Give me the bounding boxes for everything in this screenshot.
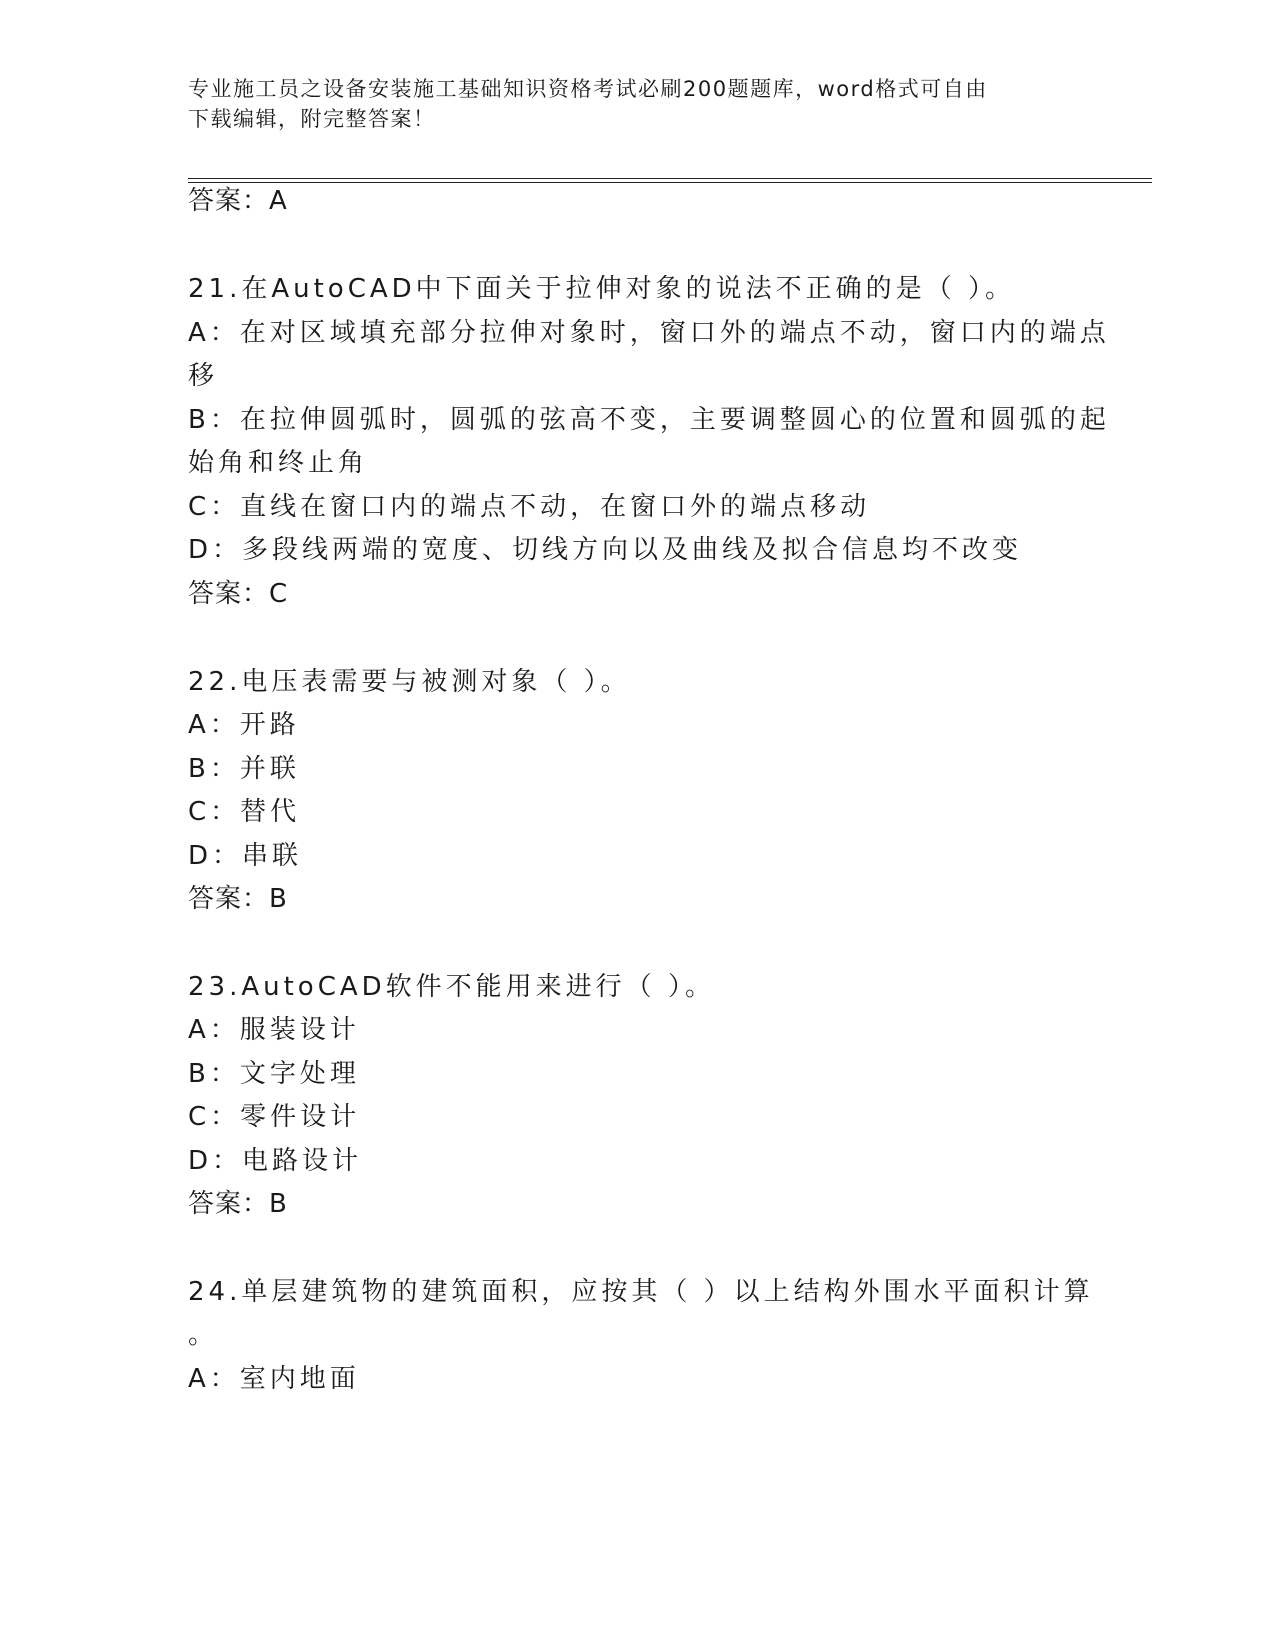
question-22-option-d: D：串联	[188, 841, 303, 871]
question-23-stem: 23.AutoCAD软件不能用来进行（ ）。	[188, 972, 715, 1002]
header-title-line-2: 下载编辑，附完整答案！	[188, 107, 436, 131]
question-24-stem-continued: 。	[188, 1320, 219, 1350]
question-23-option-a: A：服装设计	[188, 1015, 360, 1045]
previous-question-answer: 答案：A	[188, 186, 288, 216]
question-21-option-a: A：在对区域填充部分拉伸对象时，窗口外的端点不动，窗口内的端点	[188, 318, 1110, 348]
question-22-option-b: B：并联	[188, 754, 300, 784]
question-24-option-a: A：室内地面	[188, 1364, 360, 1394]
question-22-option-c: C：替代	[188, 797, 301, 827]
question-21-option-b-continued: 始角和终止角	[188, 448, 369, 478]
document-header	[188, 74, 1068, 134]
question-21-stem: 21.在AutoCAD中下面关于拉伸对象的说法不正确的是（ ）。	[188, 274, 1015, 304]
question-21-option-c: C：直线在窗口内的端点不动，在窗口外的端点移动	[188, 492, 871, 522]
question-21-option-b: B：在拉伸圆弧时，圆弧的弦高不变，主要调整圆心的位置和圆弧的起	[188, 405, 1110, 435]
question-22-option-a: A：开路	[188, 710, 300, 740]
header-title-line-1: 专业施工员之设备安装施工基础知识资格考试必刷200题题库，word格式可自由	[188, 77, 988, 101]
question-23-answer: 答案：B	[188, 1189, 288, 1219]
question-23-option-d: D：电路设计	[188, 1146, 363, 1176]
question-21-answer: 答案：C	[188, 579, 289, 609]
question-23-option-c: C：零件设计	[188, 1102, 361, 1132]
question-23-option-b: B：文字处理	[188, 1059, 360, 1089]
question-22-answer: 答案：B	[188, 884, 288, 914]
question-22-stem: 22.电压表需要与被测对象（ ）。	[188, 667, 631, 697]
question-21-option-d: D：多段线两端的宽度、切线方向以及曲线及拟合信息均不改变	[188, 535, 1023, 565]
question-24-stem: 24.单层建筑物的建筑面积，应按其（ ）以上结构外围水平面积计算	[188, 1277, 1094, 1307]
question-21-option-a-continued: 移	[188, 361, 219, 391]
